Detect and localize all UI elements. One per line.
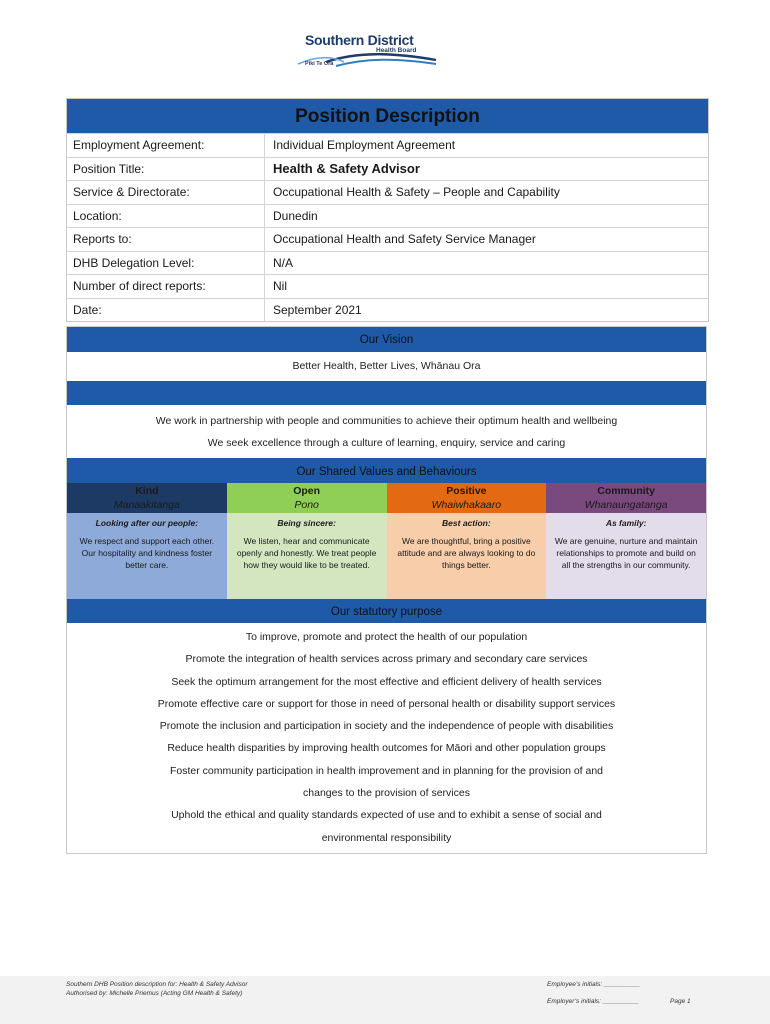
value-description: We respect and support each other. Our hospitality and kindness foster better care. — [79, 536, 215, 570]
value-header — [67, 483, 227, 513]
values-grid — [67, 483, 706, 599]
statutory-line: Promote effective care or support for those in need of personal health or disability support services — [157, 697, 616, 710]
pd-label: Date: — [67, 299, 265, 322]
values-heading: Our Shared Values and Behaviours — [67, 458, 706, 483]
statutory-heading: Our statutory purpose — [67, 599, 706, 623]
footer-authorised: Authorised by: Michelle Priemus (Acting GM Health & Safety) — [66, 990, 243, 997]
mission-line: We seek excellence through a culture of learning, enquiry, service and caring — [207, 437, 566, 449]
pd-row — [67, 298, 708, 322]
statutory-line: Seek the optimum arrangement for the most effective and efficient delivery of health services — [171, 675, 602, 688]
employer-initials: Employer’s initials: __________ — [547, 998, 639, 1005]
pd-label: Location: — [67, 205, 265, 228]
pd-row — [67, 251, 708, 275]
vision-section — [66, 326, 707, 854]
pd-value: Occupational Health & Safety – People and Capability — [273, 185, 560, 199]
pd-value: Health & Safety Advisor — [273, 160, 420, 176]
pd-row — [67, 274, 708, 298]
value-name: Kind — [135, 485, 159, 497]
mission-block — [67, 405, 706, 458]
statutory-line: Promote the integration of health services across primary and secondary care services — [185, 653, 588, 666]
pd-row — [67, 157, 708, 181]
statutory-list — [67, 623, 706, 853]
sdhb-logo — [296, 30, 441, 74]
position-description-table — [66, 98, 709, 322]
value-body — [227, 513, 387, 599]
pd-row — [67, 204, 708, 228]
logo-subtitle: Health Board — [376, 47, 417, 54]
value-header — [387, 483, 547, 513]
value-description: We listen, hear and communicate openly and honestly. We treat people how they would like to be treated. — [236, 536, 377, 570]
pd-label: Position Title: — [67, 158, 265, 181]
statutory-line: environmental responsibility — [321, 831, 452, 844]
page-number: Page 1 — [670, 998, 691, 1005]
value-tagline: Best action: — [442, 518, 491, 528]
value-maori-name: Whanaungatanga — [584, 499, 668, 511]
value-body — [546, 513, 706, 599]
pd-row — [67, 227, 708, 251]
statutory-line: Foster community participation in health improvement and in planning for the provision of and — [169, 764, 604, 777]
logo-title: Southern District — [305, 32, 414, 48]
pd-row — [67, 180, 708, 204]
statutory-line: Reduce health disparities by improving health outcomes for Māori and other population groups — [167, 742, 606, 755]
position-description-title: Position Description — [67, 99, 708, 133]
pd-row — [67, 133, 708, 157]
value-column — [227, 483, 387, 599]
value-body — [387, 513, 547, 599]
statutory-line: Promote the inclusion and participation in society and the independence of people with disabilities — [159, 720, 614, 733]
pd-value: N/A — [273, 255, 294, 270]
value-name: Open — [293, 485, 321, 497]
value-maori-name: Pono — [294, 499, 319, 511]
pd-label: Employment Agreement: — [67, 134, 265, 157]
value-header — [546, 483, 706, 513]
value-column — [387, 483, 547, 599]
pd-value: Occupational Health and Safety Service Manager — [273, 232, 536, 246]
pd-value: Nil — [273, 279, 287, 293]
mission-line: We work in partnership with people and communities to achieve their optimum health and wellbeing — [155, 415, 618, 427]
value-header — [227, 483, 387, 513]
pd-label: Service & Directorate: — [67, 181, 265, 204]
statutory-line: To improve, promote and protect the health of our population — [245, 631, 528, 643]
vision-text: Better Health, Better Lives, Whānau Ora — [292, 360, 481, 372]
mission-band — [67, 381, 706, 405]
value-maori-name: Manaakitanga — [113, 499, 180, 511]
footer-description: Southern DHB Position description for: Health & Safety Advisor — [66, 981, 248, 988]
value-description: We are thoughtful, bring a positive attitude and are always looking to do things better. — [397, 536, 536, 570]
pd-label: Number of direct reports: — [67, 275, 265, 298]
value-description: We are genuine, nurture and maintain relationships to promote and build on all the strengths in our community. — [554, 536, 698, 570]
pd-value: Dunedin — [273, 208, 318, 223]
statutory-line: changes to the provision of services — [303, 787, 470, 800]
value-tagline: As family: — [605, 518, 647, 528]
vision-heading: Our Vision — [67, 327, 706, 352]
value-column — [546, 483, 706, 599]
value-column — [67, 483, 227, 599]
pd-value: Individual Employment Agreement — [273, 138, 456, 152]
page-footer — [0, 976, 770, 1024]
value-body — [67, 513, 227, 599]
value-tagline: Being sincere: — [277, 518, 336, 528]
statutory-line: Uphold the ethical and quality standards expected of use and to exhibit a sense of social and — [171, 809, 602, 822]
value-name: Positive — [446, 485, 487, 497]
value-name: Community — [597, 485, 655, 497]
value-maori-name: Whaiwhakaaro — [431, 499, 502, 511]
pd-value: September 2021 — [273, 302, 362, 317]
employee-initials: Employee’s initials: __________ — [547, 981, 641, 988]
pd-label: DHB Delegation Level: — [67, 252, 265, 275]
logo-tagline: Piki Te Ora — [305, 61, 334, 67]
value-tagline: Looking after our people: — [95, 518, 199, 528]
pd-label: Reports to: — [67, 228, 265, 251]
